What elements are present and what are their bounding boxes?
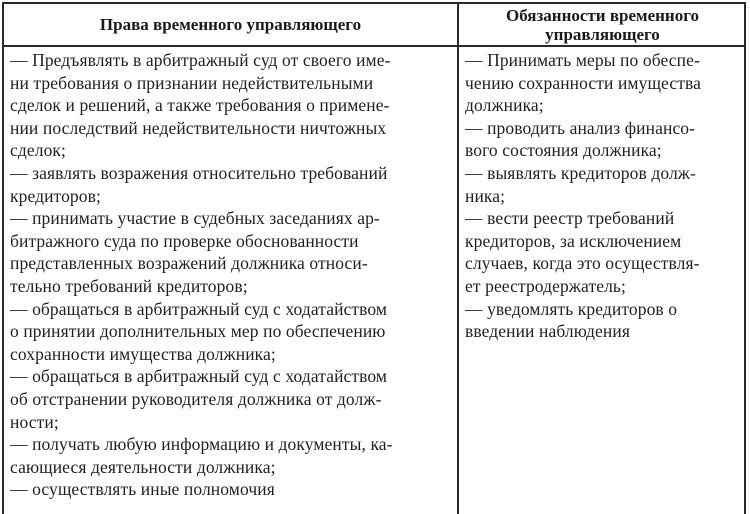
rights-cell <box>10 49 454 501</box>
rights-line: ности; <box>10 411 59 432</box>
header-duties-label-line2: управляющего <box>545 24 660 44</box>
duties-line: вого состояния должника; <box>465 140 662 161</box>
header-separator <box>4 45 744 47</box>
rights-line: — обращаться в арбитражный суд с ходатайством <box>10 298 388 319</box>
duties-line: введении наблюдения <box>465 321 630 342</box>
duties-line: ет реестродержатель; <box>465 275 626 296</box>
rights-line: представленных возражений должника относи- <box>10 253 368 274</box>
rights-line: — принимать участие в судебных заседаниях ар- <box>10 208 380 229</box>
rights-line: сделок и решений, а также требования о примене- <box>10 95 390 116</box>
header-duties-label-line1: Обязанности временного <box>505 5 700 25</box>
duties-line: — Принимать меры по обеспе- <box>465 50 700 70</box>
rights-line: сохранности имущества должника; <box>10 343 276 364</box>
duties-line: — вести реестр требований <box>465 208 675 229</box>
header-duties <box>459 4 746 45</box>
rights-line: — осуществлять иные полномочия <box>10 479 275 500</box>
rights-duties-table <box>2 2 746 514</box>
rights-line: тельно требований кредиторов; <box>10 275 248 296</box>
duties-line: должника; <box>465 95 544 116</box>
rights-line: — обращаться в арбитражный суд с ходатайством <box>10 366 388 387</box>
rights-line: нии последствий недействительности ничтожных <box>10 117 387 138</box>
rights-line: ни требования о признании недействительными <box>10 72 374 93</box>
duties-line: случаев, когда это осуществля- <box>465 253 700 274</box>
header-rights <box>4 4 457 45</box>
rights-line: сделок; <box>10 140 66 161</box>
duties-line: кредиторов, за исключением <box>465 230 682 251</box>
rights-line: сающиеся деятельности должника; <box>10 456 276 477</box>
rights-line: о принятии дополнительных мер по обеспечению <box>10 321 386 342</box>
rights-line: — получать любую информацию и документы, ка- <box>10 434 393 455</box>
rights-line: кредиторов; <box>10 185 101 206</box>
rights-line: — Предъявлять в арбитражный суд от своего име- <box>10 50 391 70</box>
duties-cell <box>465 49 745 343</box>
column-divider <box>457 4 459 514</box>
rights-line: битражного суда по проверке обоснованности <box>10 230 359 251</box>
rights-line: об отстранении руководителя должника от долж- <box>10 388 382 409</box>
duties-line: — проводить анализ финансо- <box>465 117 696 138</box>
header-rights-label: Права временного управляющего <box>99 15 362 34</box>
duties-line: чению сохранности имущества <box>465 72 701 93</box>
duties-line: — выявлять кредиторов долж- <box>465 162 696 183</box>
duties-line: ника; <box>465 185 506 206</box>
rights-line: — заявлять возражения относительно требований <box>10 162 388 183</box>
duties-line: — уведомлять кредиторов о <box>465 298 678 319</box>
